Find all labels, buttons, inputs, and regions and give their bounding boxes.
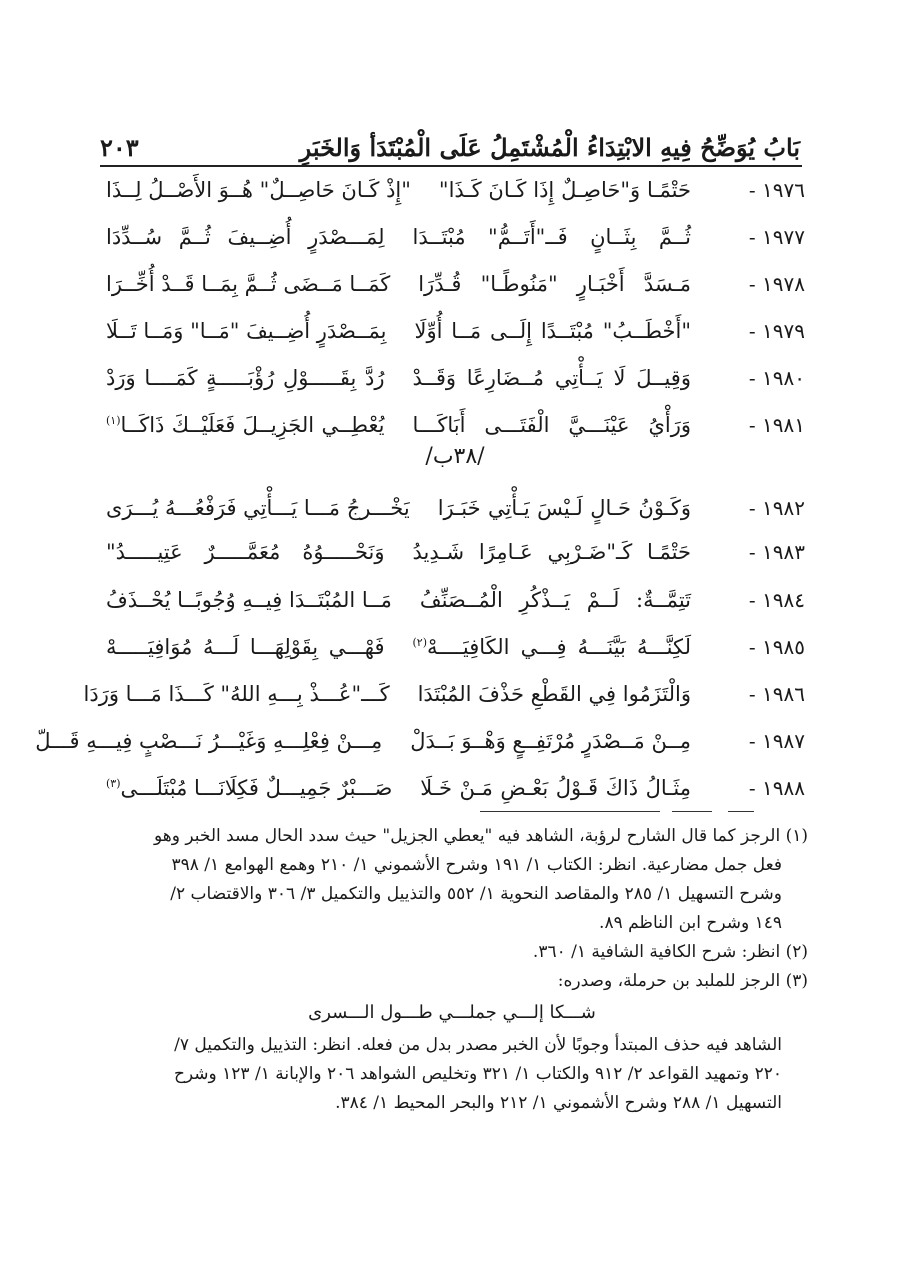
verse-second-hemistich: بِمَــصْدَرٍ أُضِــيفَ "مَــا" وَمَــا تَــلَا — [106, 319, 387, 343]
verse-number: ١٩٧٧ - — [748, 225, 805, 249]
verse-first-hemistich: "أَخْطَــبُ" مُبْتَــدًا إِلَــى مَــا أُوِّلَا — [414, 319, 691, 343]
verse-second-hemistich: لِمَـــصْدَرٍ أُضِــيفَ ثُــمَّ سُــدِّدَا — [106, 225, 385, 249]
verse-text: يُعْطِــي الجَزِيــلَ فَعَلَيْــكَ ذَاكَــا — [120, 413, 385, 437]
footnote-line: (٢) انظر: شرح الكافية الشافية ١/ ٣٦٠. — [532, 942, 808, 962]
verse-first-hemistich: حَتْمًـا وَ"حَاصِـلٌ إِذَا كَـانَ كَـذَا" — [438, 178, 691, 202]
folio-marker: /٣٨ب/ — [425, 444, 485, 469]
verse — [100, 405, 805, 445]
verse — [100, 217, 805, 257]
verse-second-hemistich: مَــا المُبْتَــدَا فِيــهِ وُجُوبًــا يُحْــذَفُ — [106, 588, 392, 612]
verse-number: ١٩٨٠ - — [748, 366, 805, 390]
verse — [100, 627, 805, 667]
footnotes — [96, 822, 808, 1118]
verse-text: لَكِنَّـــهُ بَيَّنَـــهُ فِـــي الكَافِيَــــهْ — [427, 635, 691, 659]
header-rule — [100, 165, 802, 167]
verse-second-hemistich: كَمَــا مَــضَى ثُــمَّ بِمَــا قَــدْ أُخِّــرَا — [106, 272, 391, 296]
verse-number: ١٩٧٦ - — [748, 178, 805, 202]
verse — [83, 674, 805, 714]
verse — [100, 358, 805, 398]
verse-second-hemistich: مِـــنْ فِعْلِـــهِ وَغَيْـــرُ نَـــصْبٍ فِيـــهِ قَـــلّ — [35, 729, 383, 753]
verse-second-hemistich: وَنَحْـــــوُهُ مُعَمَّـــــرٌ عَتِيـــــدُ" — [106, 540, 385, 564]
verse-number: ١٩٨٤ - — [748, 588, 805, 612]
chapter-title: بَابُ يُوَضِّحُ فِيهِ الابْتِدَاءُ الْمُشْتَمِلُ عَلَى الْمُبْتَدَأ وَالخَبَرِ — [299, 133, 800, 162]
footnote-ref: (٢) — [412, 636, 428, 649]
verse — [100, 311, 805, 351]
footnote-line: وشرح التسهيل ١/ ٢٨٥ والمقاصد النحوية ١/ ٥٥٢ والتذييل والتكميل ٣/ ٣٠٦ والاقتضاب ٢/ — [170, 884, 782, 904]
verse-first-hemistich: حَتْمًـا كَـ"ضَـرْبِي عَـامِرًا شَـدِيدُ — [412, 540, 691, 564]
verse-first-hemistich: وَقِيــلَ لَا يَــأْتِي مُــضَارِعًا وَقَــدْ — [412, 366, 691, 390]
footnote-line: التسهيل ١/ ٢٨٨ وشرح الأشموني ١/ ٢١٢ والبحر المحيط ١/ ٣٨٤. — [335, 1093, 782, 1113]
footnote-line: ١٤٩ وشرح ابن الناظم ٨٩. — [599, 913, 782, 933]
footnote-divider — [672, 811, 712, 812]
verse — [100, 264, 805, 304]
verse — [100, 580, 805, 620]
verse-first-hemistich: وَرَأْيُ عَيْنَـــيَّ الْفَتَـــى أَبَاكَـــا — [412, 413, 691, 437]
verse-number: ١٩٧٩ - — [748, 319, 805, 343]
verse-first-hemistich — [399, 635, 698, 659]
footnote-ref: (٣) — [106, 777, 121, 790]
verse-second-hemistich — [100, 413, 399, 437]
verse-second-hemistich — [100, 776, 406, 800]
page-number: ٢٠٣ — [100, 133, 139, 162]
footnote-line: (٣) الرجز للملبد بن حرملة، وصدره: — [557, 971, 808, 991]
footnote-verse: شـــكا إلـــي جملـــي طـــول الـــسرى — [308, 1002, 596, 1023]
verse-second-hemistich: رُدَّ بِقَـــــوْلِ رُؤْبَـــــةٍ كَمَــــا وَرَدْ — [106, 366, 385, 390]
verse-number: ١٩٨٢ - — [748, 496, 805, 520]
verse — [100, 488, 805, 528]
verse-number: ١٩٨٧ - — [748, 729, 805, 753]
verse-second-hemistich: "إِذْ كَـانَ حَاصِــلٌ" هُــوَ الأَصْــلُ لِــذَا — [106, 178, 411, 202]
footnote-divider — [728, 811, 754, 812]
verse-number: ١٩٨٥ - — [748, 635, 805, 659]
verse-first-hemistich: مَـسَدَّ أَخْبَـارٍ "مَنُوطًـا" قُـدِّرَا — [418, 272, 691, 296]
verse-second-hemistich: يَخْـــرجُ مَـــا يَـــأْتِي فَرَفْعُـــهُ يُـــرَى — [106, 496, 410, 520]
footnote-line: ٢٢٠ وتمهيد القواعد ٢/ ٩١٢ والكتاب ١/ ٣٢١ وتخليص الشواهد ٢٠٦ والإبانة ١/ ١٢٣ وشرح — [173, 1064, 782, 1084]
verse-text: صَـــبْرٌ جَمِيـــلٌ فَكِلَانَـــا مُبْتَلَـــى — [120, 776, 393, 800]
verse — [100, 768, 805, 808]
footnote-ref: (١) — [106, 414, 121, 427]
footnote-line: (١) الرجز كما قال الشارح لرؤبة، الشاهد فيه "يعطي الجزيل" حيث سدد الحال مسد الخبر وهو — [153, 826, 808, 846]
footnote-line: الشاهد فيه حذف المبتدأ وجوبًا لأن الخبر مصدر بدل من فعله. انظر: التذييل والتكميل ٧/ — [174, 1035, 782, 1055]
footnote-line: فعل جمل مضارعية. انظر: الكتاب ١/ ١٩١ وشرح الأشموني ١/ ٢١٠ وهمع الهوامع ١/ ٣٩٨ — [171, 855, 782, 875]
verse-number: ١٩٧٨ - — [748, 272, 805, 296]
footnote-divider — [480, 811, 660, 812]
verse-first-hemistich: مِــنْ مَــصْدَرٍ مُرْتَفِــعٍ وَهْــوَ بَــدَلْ — [410, 729, 691, 753]
running-header — [100, 118, 800, 162]
verse-second-hemistich: فَهْـــي بِقَوْلِهَـــا لَـــهُ مُوَافِيَـــــهْ — [106, 635, 385, 659]
verse — [35, 721, 805, 761]
verse-number: ١٩٨١ - — [748, 413, 805, 437]
verse-first-hemistich: تَتِمَّــةٌ: لَــمْ يَــذْكُرِ الْمُــصَنِّفُ — [419, 588, 691, 612]
verse-first-hemistich: وَكَـوْنُ حَـالٍ لَـيْسَ يَـأْتِي خَبَـرَا — [437, 496, 691, 520]
verse-number: ١٩٨٦ - — [748, 682, 805, 706]
verse-first-hemistich: مِثَـالُ ذَاكَ قَـوْلُ بَعْـضِ مَـنْ خَـلَا — [420, 776, 691, 800]
verse-first-hemistich: ثُــمَّ بِثَــانٍ فَــ"أَتَــمُّ" مُبْتَــدَا — [412, 225, 691, 249]
verse-number: ١٩٨٣ - — [748, 540, 805, 564]
verse-number: ١٩٨٨ - — [748, 776, 805, 800]
verse-second-hemistich: كَـــ"عُـــذْ بِـــهِ اللهُ" كَـــذَا مَـــا وَرَدَا — [83, 682, 390, 706]
verse-first-hemistich: وَالْتَزَمُوا فِي القَطْعِ حَذْفَ المُبْتَدَا — [417, 682, 691, 706]
verse — [100, 170, 805, 210]
verse — [100, 532, 805, 572]
